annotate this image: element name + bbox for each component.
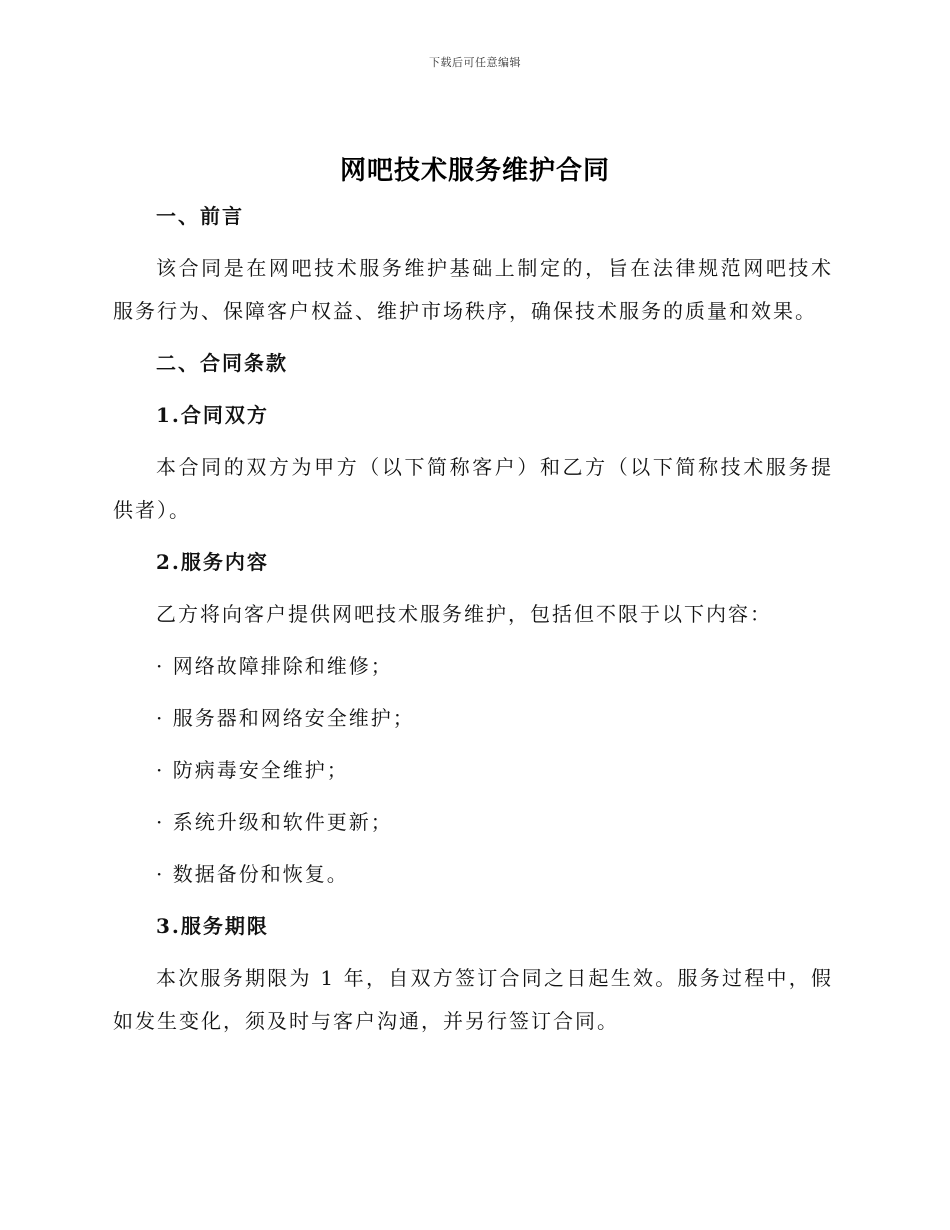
subheading-parties: 1.合同双方 <box>156 403 269 427</box>
list-item: · 网络故障排除和维修； <box>156 654 393 678</box>
section-heading-terms: 二、合同条款 <box>156 351 288 375</box>
list-item: · 服务器和网络安全维护； <box>156 706 415 730</box>
subheading-service: 2.服务内容 <box>156 550 269 574</box>
section-heading-preface: 一、前言 <box>156 204 244 228</box>
subheading-term: 3.服务期限 <box>156 914 269 938</box>
document-title: 网吧技术服务维护合同 <box>339 156 610 186</box>
header-note: 下载后可任意编辑 <box>429 56 521 69</box>
list-item: · 数据备份和恢复。 <box>156 862 349 886</box>
parties-paragraph: 本合同的双方为甲方（以下简称客户）和乙方（以下简称技术服务提供者）。 <box>113 455 833 522</box>
preface-paragraph: 该合同是在网吧技术服务维护基础上制定的，旨在法律规范网吧技术服务行为、保障客户权益、维护市场秩序，确保技术服务的质量和效果。 <box>113 256 833 323</box>
term-paragraph: 本次服务期限为 1 年，自双方签订合同之日起生效。服务过程中，假如发生变化，须及时与客户沟通，并另行签订合同。 <box>113 966 833 1033</box>
document-body <box>113 195 833 1052</box>
list-item: · 防病毒安全维护； <box>156 758 349 782</box>
service-intro-paragraph: 乙方将向客户提供网吧技术服务维护，包括但不限于以下内容： <box>156 602 772 626</box>
list-item: · 系统升级和软件更新； <box>156 810 393 834</box>
